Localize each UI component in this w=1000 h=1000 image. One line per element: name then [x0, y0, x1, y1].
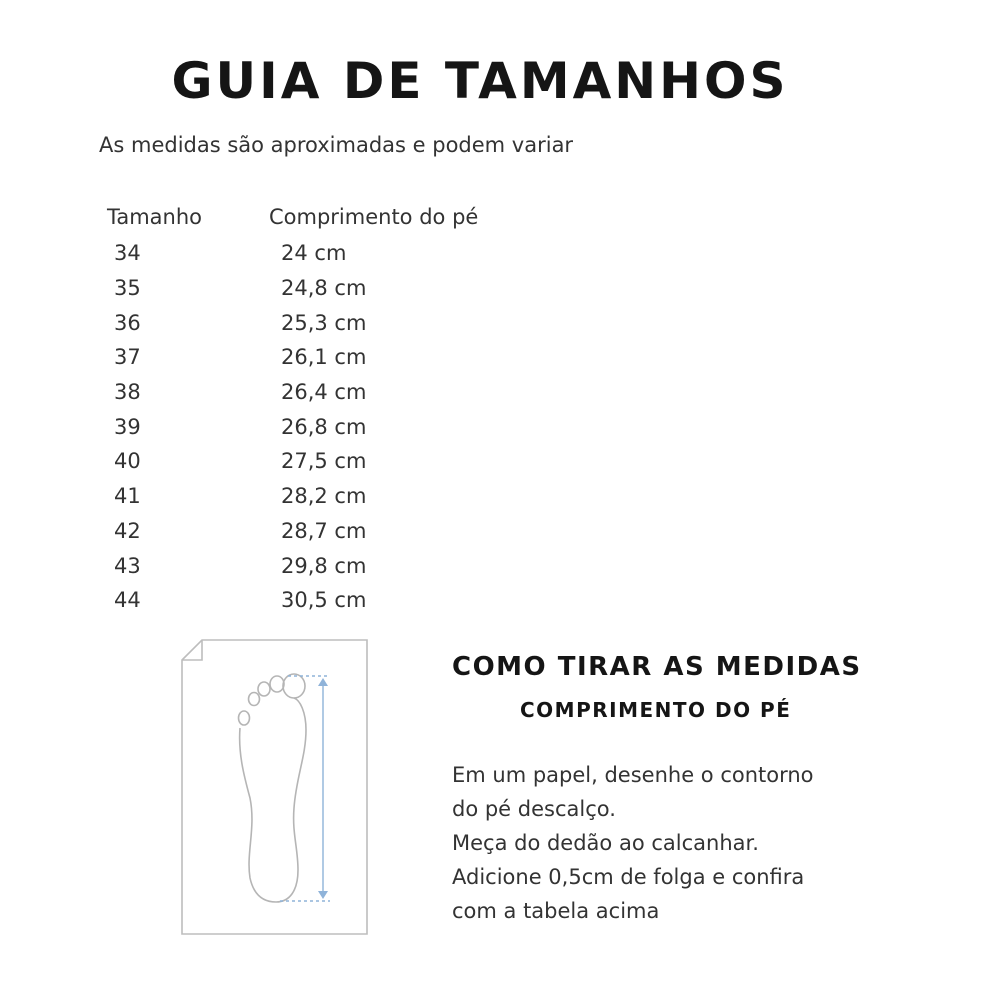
foot-diagram: [180, 638, 370, 936]
column-header-size: Tamanho: [107, 205, 203, 229]
size-cell: 37: [114, 345, 141, 370]
length-cell: 26,1 cm: [281, 345, 367, 370]
page-title: GUIA DE TAMANHOS: [171, 52, 789, 110]
size-cell: 39: [114, 414, 141, 439]
column-header-length: Comprimento do pé: [269, 205, 479, 229]
length-cell: 28,2 cm: [281, 484, 367, 509]
table-row: [107, 271, 478, 306]
instructions-list: [452, 758, 814, 928]
page-subtitle: As medidas são aproximadas e podem variar: [99, 133, 574, 157]
length-cell: 26,4 cm: [281, 380, 367, 405]
size-cell: 38: [114, 380, 141, 405]
size-cell: 43: [114, 553, 141, 578]
instruction-line: com a tabela acima: [452, 899, 660, 923]
table-row: [107, 409, 478, 444]
table-row: [107, 340, 478, 375]
table-row: [107, 583, 478, 618]
table-row: [107, 236, 478, 271]
instruction-line: do pé descalço.: [452, 797, 616, 821]
table-row: [107, 479, 478, 514]
table-row: [107, 514, 478, 549]
length-cell: 29,8 cm: [281, 553, 367, 578]
size-cell: 44: [114, 588, 141, 613]
size-cell: 34: [114, 241, 141, 266]
paper-sheet-icon: [182, 640, 367, 934]
size-cell: 40: [114, 449, 141, 474]
instruction-line: Meça do dedão ao calcanhar.: [452, 831, 759, 855]
length-cell: 28,7 cm: [281, 518, 367, 543]
howto-subtitle: COMPRIMENTO DO PÉ: [520, 698, 792, 722]
size-cell: 42: [114, 518, 141, 543]
instruction-line: Adicione 0,5cm de folga e confira: [452, 865, 805, 889]
size-cell: 36: [114, 310, 141, 335]
table-row: [107, 375, 478, 410]
length-cell: 24,8 cm: [281, 276, 367, 301]
size-table-body: [107, 236, 478, 618]
length-cell: 27,5 cm: [281, 449, 367, 474]
length-cell: 24 cm: [281, 241, 347, 266]
table-row: [107, 548, 478, 583]
size-cell: 35: [114, 276, 141, 301]
table-row: [107, 305, 478, 340]
length-cell: 30,5 cm: [281, 588, 367, 613]
size-cell: 41: [114, 484, 141, 509]
length-cell: 25,3 cm: [281, 310, 367, 335]
length-cell: 26,8 cm: [281, 414, 367, 439]
table-row: [107, 444, 478, 479]
table-header-row: [107, 198, 478, 236]
howto-title: COMO TIRAR AS MEDIDAS: [452, 652, 862, 682]
size-table: [107, 198, 478, 618]
instruction-line: Em um papel, desenhe o contorno: [452, 763, 814, 787]
